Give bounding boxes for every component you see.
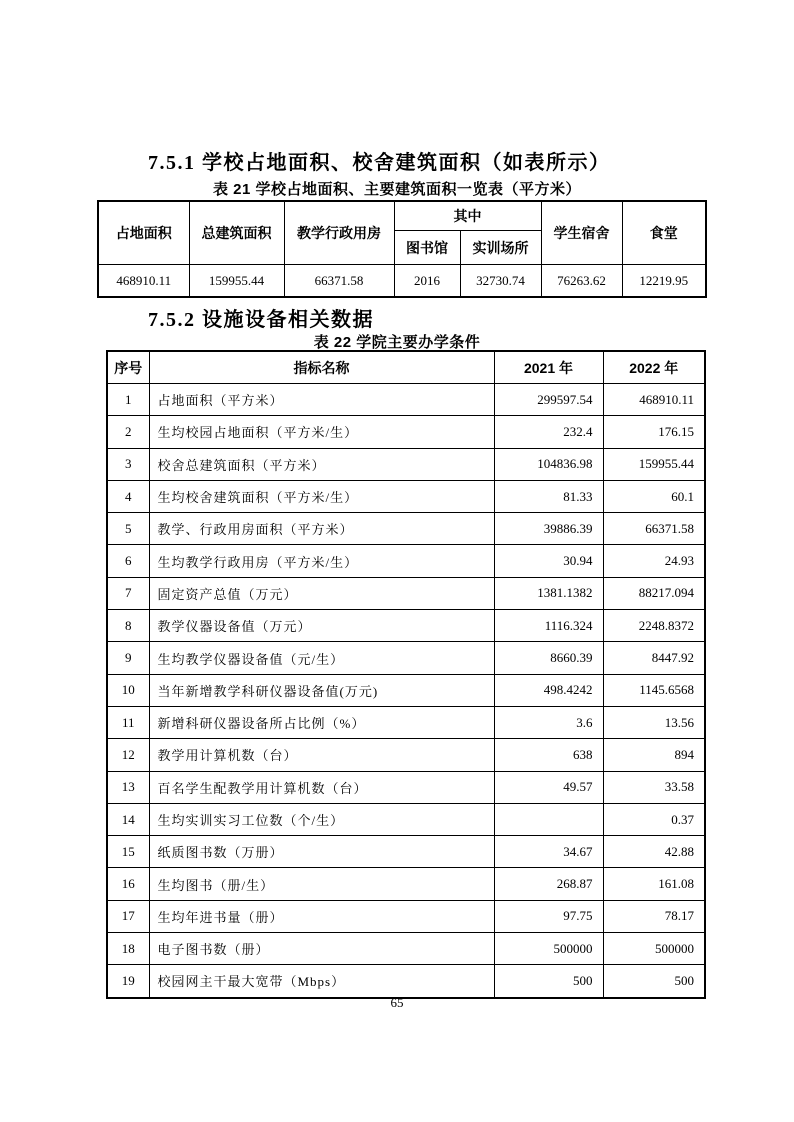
table21-value-canteen: 12219.95 — [622, 265, 706, 298]
row-index-cell: 15 — [107, 836, 149, 868]
table22-data-row — [107, 610, 705, 642]
value-2021-cell: 500 — [494, 965, 603, 998]
table21-header-library: 图书馆 — [394, 231, 460, 265]
table22-data-row — [107, 868, 705, 900]
indicator-name-cell: 占地面积（平方米） — [149, 384, 494, 416]
value-2022-cell: 0.37 — [603, 803, 705, 835]
row-index-cell: 18 — [107, 933, 149, 965]
value-2021-cell: 638 — [494, 739, 603, 771]
indicator-name-cell: 纸质图书数（万册） — [149, 836, 494, 868]
value-2021-cell: 268.87 — [494, 868, 603, 900]
table22-main-school-conditions — [106, 350, 706, 999]
table22-data-row — [107, 674, 705, 706]
value-2021-cell: 97.75 — [494, 900, 603, 932]
value-2022-cell: 33.58 — [603, 771, 705, 803]
value-2021-cell: 232.4 — [494, 416, 603, 448]
table22-data-row — [107, 448, 705, 480]
table21-header-total-building-area: 总建筑面积 — [189, 201, 284, 265]
value-2022-cell: 500000 — [603, 933, 705, 965]
value-2021-cell: 39886.39 — [494, 513, 603, 545]
table21-header-dormitory: 学生宿舍 — [541, 201, 622, 265]
table21-header-among-which: 其中 — [394, 201, 541, 231]
table22-data-row — [107, 803, 705, 835]
value-2022-cell: 2248.8372 — [603, 610, 705, 642]
value-2022-cell: 894 — [603, 739, 705, 771]
indicator-name-cell: 生均校舍建筑面积（平方米/生） — [149, 480, 494, 512]
table21-value-total-building-area: 159955.44 — [189, 265, 284, 298]
table22-header-year-2021: 2021 年 — [494, 351, 603, 384]
table21-value-training-sites: 32730.74 — [460, 265, 541, 298]
table22-data-row — [107, 933, 705, 965]
table22-data-row — [107, 480, 705, 512]
row-index-cell: 8 — [107, 610, 149, 642]
table22-data-row — [107, 513, 705, 545]
indicator-name-cell: 教学、行政用房面积（平方米） — [149, 513, 494, 545]
table22-data-row — [107, 739, 705, 771]
value-2021-cell: 30.94 — [494, 545, 603, 577]
row-index-cell: 1 — [107, 384, 149, 416]
row-index-cell: 5 — [107, 513, 149, 545]
indicator-name-cell: 电子图书数（册） — [149, 933, 494, 965]
row-index-cell: 11 — [107, 706, 149, 738]
value-2022-cell: 60.1 — [603, 480, 705, 512]
value-2021-cell: 500000 — [494, 933, 603, 965]
row-index-cell: 7 — [107, 577, 149, 609]
indicator-name-cell: 生均实训实习工位数（个/生） — [149, 803, 494, 835]
table22-data-row — [107, 642, 705, 674]
table22-data-row — [107, 416, 705, 448]
row-index-cell: 16 — [107, 868, 149, 900]
indicator-name-cell: 固定资产总值（万元） — [149, 577, 494, 609]
indicator-name-cell: 生均教学行政用房（平方米/生） — [149, 545, 494, 577]
table21-header-teaching-admin-rooms: 教学行政用房 — [284, 201, 394, 265]
value-2022-cell: 159955.44 — [603, 448, 705, 480]
indicator-name-cell: 校舍总建筑面积（平方米） — [149, 448, 494, 480]
table22-header-no: 序号 — [107, 351, 149, 384]
row-index-cell: 10 — [107, 674, 149, 706]
row-index-cell: 3 — [107, 448, 149, 480]
value-2021-cell: 1381.1382 — [494, 577, 603, 609]
value-2022-cell: 1145.6568 — [603, 674, 705, 706]
table22-header-indicator-name: 指标名称 — [149, 351, 494, 384]
value-2022-cell: 66371.58 — [603, 513, 705, 545]
table22-header-year-2022: 2022 年 — [603, 351, 705, 384]
row-index-cell: 12 — [107, 739, 149, 771]
value-2022-cell: 78.17 — [603, 900, 705, 932]
table22-data-row — [107, 900, 705, 932]
value-2021-cell: 8660.39 — [494, 642, 603, 674]
value-2021-cell — [494, 803, 603, 835]
value-2022-cell: 161.08 — [603, 868, 705, 900]
row-index-cell: 17 — [107, 900, 149, 932]
row-index-cell: 13 — [107, 771, 149, 803]
table22-data-row — [107, 836, 705, 868]
row-index-cell: 9 — [107, 642, 149, 674]
value-2022-cell: 13.56 — [603, 706, 705, 738]
table22-data-row — [107, 384, 705, 416]
indicator-name-cell: 校园网主干最大宽带（Mbps） — [149, 965, 494, 998]
table22-data-row — [107, 771, 705, 803]
value-2021-cell: 81.33 — [494, 480, 603, 512]
value-2022-cell: 8447.92 — [603, 642, 705, 674]
value-2021-cell: 498.4242 — [494, 674, 603, 706]
value-2022-cell: 88217.094 — [603, 577, 705, 609]
value-2021-cell: 299597.54 — [494, 384, 603, 416]
table22-data-row — [107, 577, 705, 609]
table21-value-teaching-admin-rooms: 66371.58 — [284, 265, 394, 298]
indicator-name-cell: 生均图书（册/生） — [149, 868, 494, 900]
row-index-cell: 6 — [107, 545, 149, 577]
indicator-name-cell: 教学仪器设备值（万元） — [149, 610, 494, 642]
indicator-name-cell: 百名学生配教学用计算机数（台） — [149, 771, 494, 803]
indicator-name-cell: 当年新增教学科研仪器设备值(万元) — [149, 674, 494, 706]
value-2021-cell: 1116.324 — [494, 610, 603, 642]
value-2021-cell: 49.57 — [494, 771, 603, 803]
value-2022-cell: 42.88 — [603, 836, 705, 868]
value-2022-cell: 468910.11 — [603, 384, 705, 416]
row-index-cell: 2 — [107, 416, 149, 448]
indicator-name-cell: 生均年进书量（册） — [149, 900, 494, 932]
table22-data-row — [107, 706, 705, 738]
table21-header-canteen: 食堂 — [622, 201, 706, 265]
value-2021-cell: 34.67 — [494, 836, 603, 868]
value-2021-cell: 3.6 — [494, 706, 603, 738]
table22-header-row — [107, 351, 705, 384]
section-heading-7-5-2: 7.5.2 设施设备相关数据 — [148, 309, 374, 331]
table21-header-land-area: 占地面积 — [98, 201, 189, 265]
indicator-name-cell: 新增科研仪器设备所占比例（%） — [149, 706, 494, 738]
value-2022-cell: 24.93 — [603, 545, 705, 577]
table21-caption: 表 21 学校占地面积、主要建筑面积一览表（平方米） — [212, 181, 582, 198]
value-2022-cell: 500 — [603, 965, 705, 998]
table21-value-library: 2016 — [394, 265, 460, 298]
page-number: 65 — [390, 995, 404, 1010]
table22-data-row — [107, 545, 705, 577]
table21-header-training-sites: 实训场所 — [460, 231, 541, 265]
section-heading-7-5-1: 7.5.1 学校占地面积、校舍建筑面积（如表所示） — [148, 152, 611, 174]
table21-value-land-area: 468910.11 — [98, 265, 189, 298]
value-2022-cell: 176.15 — [603, 416, 705, 448]
table21-data-row — [98, 265, 706, 298]
table22-caption: 表 22 学院主要办学条件 — [313, 334, 481, 351]
indicator-name-cell: 教学用计算机数（台） — [149, 739, 494, 771]
indicator-name-cell: 生均校园占地面积（平方米/生） — [149, 416, 494, 448]
table21-land-building-area — [97, 200, 707, 298]
row-index-cell: 14 — [107, 803, 149, 835]
table22-data-row — [107, 965, 705, 998]
table21-value-dormitory: 76263.62 — [541, 265, 622, 298]
row-index-cell: 19 — [107, 965, 149, 998]
value-2021-cell: 104836.98 — [494, 448, 603, 480]
indicator-name-cell: 生均教学仪器设备值（元/生） — [149, 642, 494, 674]
row-index-cell: 4 — [107, 480, 149, 512]
